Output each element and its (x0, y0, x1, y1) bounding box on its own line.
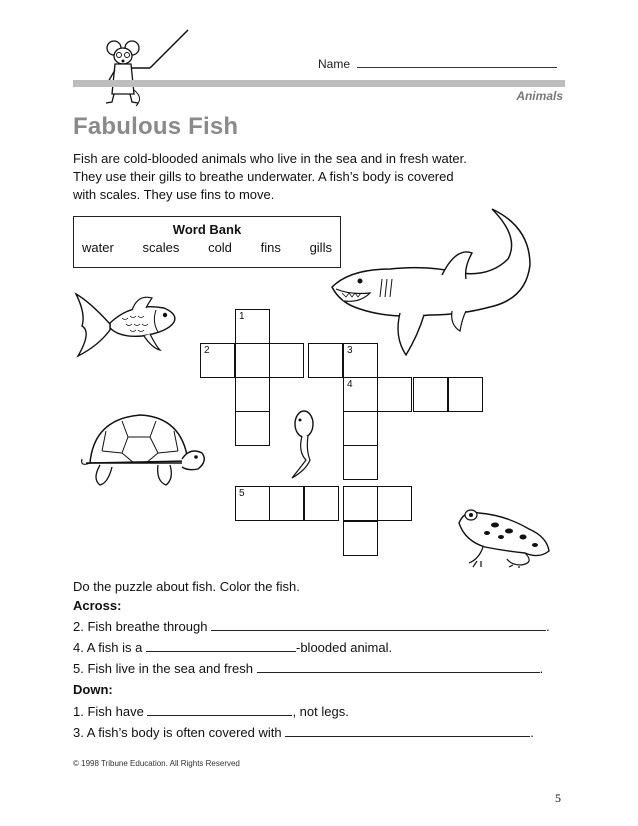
page-title: Fabulous Fish (73, 113, 239, 140)
across-heading: Across: (73, 598, 122, 613)
clue-suffix: . (546, 619, 550, 634)
crossword-cell[interactable] (343, 411, 378, 446)
crossword-cell[interactable] (448, 377, 483, 412)
crossword-cell[interactable] (413, 377, 448, 412)
crossword-cell[interactable] (235, 486, 270, 521)
clue-text: 4. A fish is a (73, 640, 143, 655)
crossword-cell[interactable] (308, 343, 343, 378)
crossword-cell[interactable] (269, 343, 304, 378)
word-bank (73, 216, 341, 268)
word-bank-word: cold (208, 240, 232, 255)
goldfish-icon (72, 288, 182, 363)
clue-text: 1. Fish have (73, 704, 144, 719)
intro-line: Fish are cold-blooded animals who live in the sea and in fresh water. (73, 151, 467, 166)
crossword-cell[interactable] (343, 486, 378, 521)
crossword-cell[interactable] (304, 486, 339, 521)
across-clue-5 (73, 661, 543, 676)
crossword-cell[interactable] (235, 309, 270, 344)
down-clue-1 (73, 704, 349, 719)
crossword-cell[interactable] (235, 411, 270, 446)
word-bank-word: water (82, 240, 114, 255)
intro-paragraph (73, 150, 503, 204)
answer-blank[interactable] (146, 640, 296, 652)
clue-suffix: . (530, 725, 534, 740)
answer-blank[interactable] (285, 725, 530, 737)
crossword-cell[interactable] (343, 377, 378, 412)
name-label: Name (318, 57, 351, 71)
crossword-cell[interactable] (377, 486, 412, 521)
answer-blank[interactable] (257, 661, 540, 673)
clue-number: 4 (347, 379, 353, 390)
mouse-teacher-icon (100, 28, 190, 108)
clue-number: 1 (239, 311, 245, 322)
name-blank[interactable] (357, 56, 557, 68)
clue-number: 5 (239, 488, 245, 499)
crossword-cell[interactable] (269, 486, 304, 521)
clue-number: 2 (204, 345, 210, 356)
clue-suffix: -blooded animal. (296, 640, 393, 655)
across-clue-4 (73, 640, 392, 655)
intro-line: They use their gills to breathe underwater. A fish’s body is covered (73, 169, 454, 184)
crossword-cell[interactable] (343, 521, 378, 556)
answer-blank[interactable] (211, 619, 546, 631)
word-bank-word: scales (142, 240, 180, 255)
shark-icon (330, 207, 535, 362)
header-bar (73, 80, 565, 87)
across-clue-2 (73, 619, 550, 634)
crossword-cell[interactable] (343, 343, 378, 378)
clue-text: 2. Fish breathe through (73, 619, 208, 634)
page-number: 5 (555, 791, 561, 805)
crossword-cell[interactable] (343, 445, 378, 480)
clue-text: 5. Fish live in the sea and fresh (73, 661, 253, 676)
word-bank-word: fins (260, 240, 281, 255)
instructions: Do the puzzle about fish. Color the fish. (73, 579, 300, 594)
clue-suffix: , not legs. (292, 704, 349, 719)
frog-icon (455, 503, 555, 568)
turtle-icon (78, 407, 208, 492)
down-heading: Down: (73, 682, 113, 697)
clue-number: 3 (347, 345, 353, 356)
intro-line: with scales. They use fins to move. (73, 187, 275, 202)
word-bank-title: Word Bank (172, 222, 242, 237)
crossword-cell[interactable] (235, 377, 270, 412)
word-bank-word: gills (309, 240, 332, 255)
down-clue-3 (73, 725, 534, 740)
tadpole-icon (288, 408, 322, 480)
category-label: Animals (516, 89, 563, 103)
copyright-notice: © 1998 Tribune Education. All Rights Reserved (73, 759, 240, 768)
answer-blank[interactable] (147, 704, 292, 716)
crossword-cell[interactable] (235, 343, 270, 378)
clue-text: 3. A fish’s body is often covered with (73, 725, 282, 740)
clue-suffix: . (539, 661, 544, 676)
crossword-cell[interactable] (377, 377, 412, 412)
crossword-cell[interactable] (200, 343, 235, 378)
name-line[interactable] (318, 56, 557, 71)
